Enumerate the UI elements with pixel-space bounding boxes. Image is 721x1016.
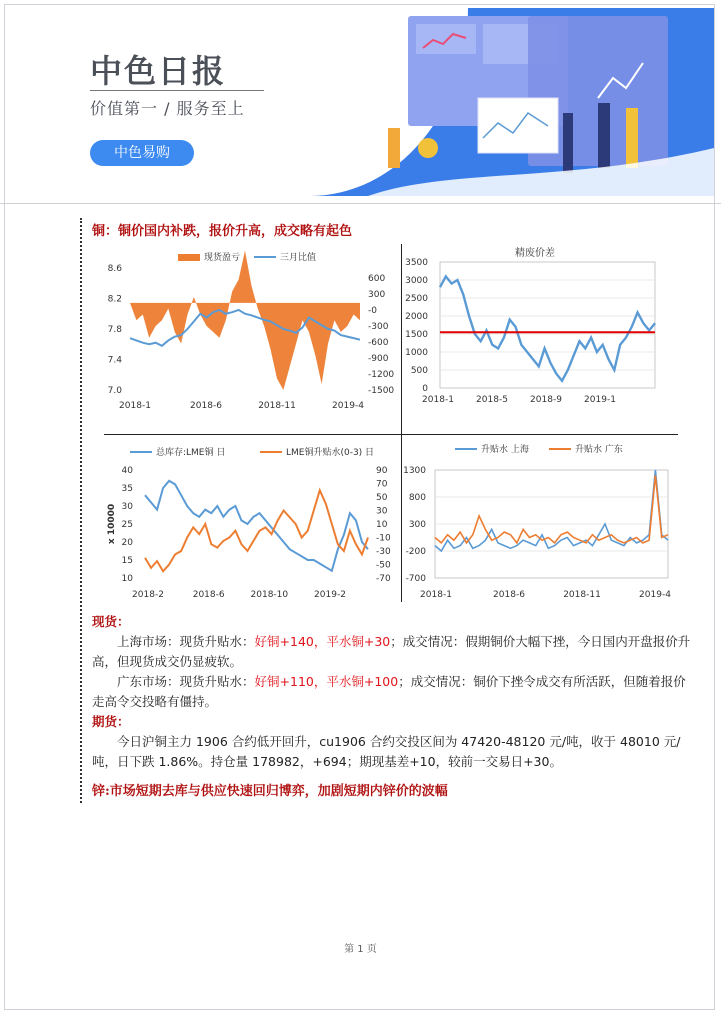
chart3-xtick: 2018-6 [192,590,225,600]
chart1-legend-label: 现货盈亏 [204,253,241,263]
chart2-ytick: 500 [410,366,428,376]
copper-section-title: 铜：铜价国内补跌，报价升高，成交略有起色 [92,224,353,239]
chart1-ytick-right: -0 [368,306,377,316]
chart2-ytick: 2500 [405,294,428,304]
chart1-ytick-left: 8.6 [107,264,122,274]
chart1-ytick-right: 600 [368,274,386,284]
chart1-ytick-left: 7.0 [107,386,122,396]
chart3-ytick-right: -70 [376,574,391,584]
chart3-ytick-right: -30 [376,547,391,557]
chart3-ytick-right: -50 [376,560,391,571]
chart2-xtick: 2018-9 [530,395,562,405]
spot-block [92,612,694,772]
chart3-ytick-right: 50 [376,493,388,503]
guangdong-premium: 好铜+110，平水铜+100 [254,674,399,689]
chart2-xtick: 2019-1 [584,395,616,405]
chart2-ytick: 3500 [405,258,428,268]
futures-label: 期货： [92,714,130,729]
chart3-legend-label: LME铜升贴水(0-3) 日 [286,448,375,458]
chart1-ytick-left: 7.4 [107,355,122,366]
chart3-yaxis-unit: x 10000 [107,503,117,545]
chart3-ytick-right: 30 [376,506,388,517]
chart3-ytick-right: 10 [376,520,388,530]
shanghai-premium: 好铜+140，平水铜+30 [254,634,391,649]
page-number: 第 1 页 [344,944,377,955]
page-subtitle: 价值第一 / 服务至上 [90,99,245,118]
chart1-xtick: 2018-6 [190,401,222,411]
chart1-legend-swatch [178,254,200,261]
chart1-area-spot-pnl [130,251,360,390]
chart1-xtick: 2018-1 [119,401,151,411]
chart3-ytick-left: 10 [121,574,133,584]
spot-label: 现货： [92,614,130,629]
chart2-xtick: 2018-1 [422,395,454,405]
chart4-ytick: 1300 [403,466,426,476]
chart4-legend-label: 升贴水 广东 [575,445,623,455]
chart3-line-inventory [145,481,368,571]
chart3-ytick-right: 70 [376,479,388,490]
chart2-ytick: 1000 [405,348,428,358]
guangdong-paragraph [92,672,694,712]
chart4-xtick: 2018-6 [493,590,525,600]
chart1-ytick-left: 8.2 [107,294,122,305]
shanghai-prefix: 上海市场：现货升贴水： [117,634,255,649]
chart4-ytick: 800 [408,493,426,503]
chart4-ytick: -700 [405,574,426,584]
page-title: 中色日报 [90,52,227,90]
chart4-ytick: -200 [405,547,426,557]
chart1-ytick-left: 7.8 [107,325,122,335]
chart3-ytick-right: -10 [376,533,391,544]
chart3-ytick-left: 40 [121,466,133,476]
chart3-ytick-left: 30 [121,502,133,512]
chart1-ytick-right: -1500 [368,386,395,396]
chart4-xtick: 2018-1 [420,590,452,600]
chart3-ytick-right: 90 [376,466,388,476]
guangdong-suffix: ；成交情况：铜价下挫令成交有所活跃，但随着报价走高令交投略有僵持。 [92,674,686,709]
chart3-ytick-left: 25 [121,520,133,530]
chart4-xtick: 2019-4 [639,590,671,600]
chart1-ytick-right: -900 [368,354,389,364]
brand-button[interactable]: 中色易购 [90,140,194,166]
shanghai-paragraph [92,632,694,672]
chart4-ytick: 300 [408,520,426,530]
chart3-ytick-left: 35 [121,484,133,494]
chart2-ytick: 3000 [405,276,428,286]
chart3-ytick-left: 20 [121,538,133,548]
chart2-title: 精废价差 [515,248,555,259]
chart1-xtick: 2018-11 [258,401,296,411]
chart2-ytick: 2000 [405,312,428,322]
chart2-ytick: 0 [422,384,428,394]
chart4-legend-label: 升贴水 上海 [481,445,529,455]
chart3-ytick-left: 15 [121,556,133,566]
chart2-xtick: 2018-5 [476,395,508,405]
zinc-section-title: 锌:市场短期去库与供应快速回归博弈，加剧短期内锌价的波幅 [92,784,448,799]
guangdong-prefix: 广东市场：现货升贴水： [117,674,255,689]
futures-paragraph: 今日沪铜主力 1906 合约低开回升，cu1906 合约交投区间为 47420-48120 元/吨，收于 48010 元/吨，日下跌 1.86%。持仓量 178982，+694；期现基差+10，较前一交易日+30。 [92,734,681,769]
chart1-xtick: 2019-4 [332,401,364,411]
chart1-ytick-right: -300 [368,322,389,332]
chart3-xtick: 2018-10 [250,590,289,600]
chart4-xtick: 2018-11 [563,590,601,600]
chart3-xtick: 2019-2 [314,590,346,600]
chart1-ytick-right: -1200 [368,370,395,380]
chart3-xtick: 2018-2 [132,590,164,600]
chart3-legend-label: 总库存:LME铜 日 [156,448,226,458]
chart1-ytick-right: -600 [368,338,389,348]
chart1-legend-label: 三月比值 [280,253,317,263]
chart1-ytick-right: 300 [368,290,386,300]
chart2-ytick: 1500 [405,330,428,340]
shanghai-suffix: ；成交情况：假期铜价大幅下挫，今日国内开盘报价升高，但现货成交仍显疲软。 [92,634,691,669]
